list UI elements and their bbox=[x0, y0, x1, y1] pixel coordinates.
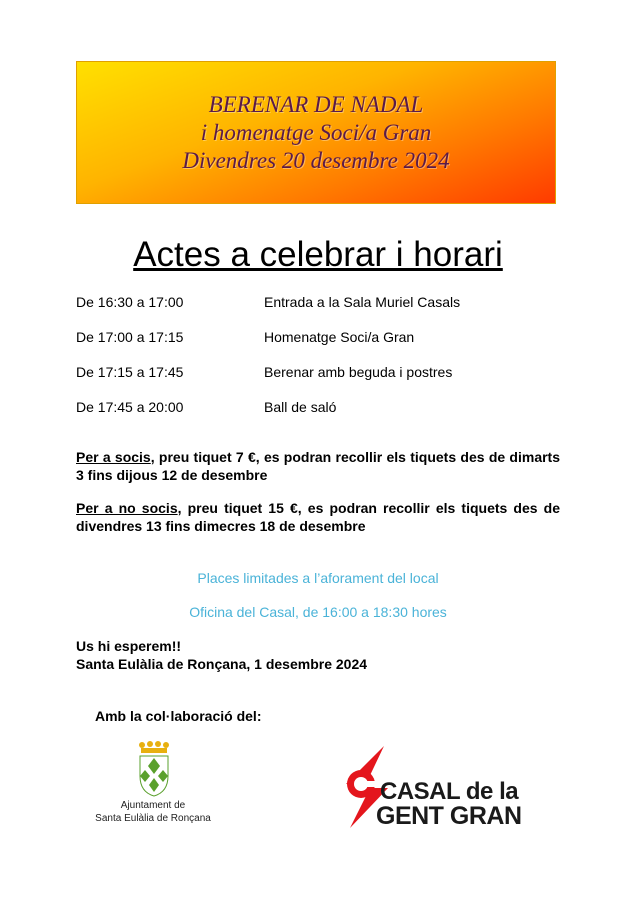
banner-date: Divendres 20 desembre 2024 bbox=[182, 147, 450, 173]
places-note: Places limitades a l’aforament del local bbox=[197, 570, 439, 586]
title-banner bbox=[76, 61, 556, 204]
no-socis-text: , preu tiquet 15 €, es podran recollir els tiquets des de divendres 13 fins dimecres 18 de desembre bbox=[76, 500, 560, 534]
schedule-time: De 17:15 a 17:45 bbox=[76, 364, 184, 380]
banner-title: BERENAR DE NADAL bbox=[208, 91, 424, 117]
banner-subtitle: i homenatge Soci/a Gran bbox=[200, 119, 432, 145]
closing-place-date: Santa Eulàlia de Ronçana, 1 desembre 2024 bbox=[76, 656, 368, 672]
schedule-activity: Entrada a la Sala Muriel Casals bbox=[264, 294, 461, 310]
no-socis-label: Per a no socis bbox=[76, 500, 178, 516]
schedule-time: De 17:00 a 17:15 bbox=[76, 329, 184, 345]
socis-label: Per a socis bbox=[76, 449, 151, 465]
socis-paragraph bbox=[76, 448, 560, 484]
office-hours-note: Oficina del Casal, de 16:00 a 18:30 hores bbox=[189, 604, 447, 620]
schedule-activity: Homenatge Soci/a Gran bbox=[264, 329, 415, 345]
ajuntament-name-line1: Ajuntament de bbox=[120, 800, 186, 811]
crown-icon bbox=[139, 741, 169, 753]
casal-name-line2: GENT GRAN bbox=[376, 802, 522, 830]
schedule-activity: Berenar amb beguda i postres bbox=[264, 364, 453, 380]
closing-greeting: Us hi esperem!! bbox=[76, 638, 182, 654]
collaboration-label: Amb la col·laboració del: bbox=[95, 708, 262, 724]
casal-name-line1: CASAL de la bbox=[380, 778, 519, 805]
schedule-activity: Ball de saló bbox=[264, 399, 337, 415]
ajuntament-shield-icon bbox=[136, 740, 172, 798]
no-socis-paragraph bbox=[76, 499, 560, 535]
socis-text: , preu tiquet 7 €, es podran recollir els tiquets des de dimarts 3 fins dijous 12 de desembre bbox=[76, 449, 561, 483]
schedule-time: De 17:45 a 20:00 bbox=[76, 399, 184, 415]
page-heading: Actes a celebrar i horari bbox=[133, 235, 503, 274]
ajuntament-name-line2: Santa Eulàlia de Ronçana bbox=[95, 813, 211, 824]
schedule-time: De 16:30 a 17:00 bbox=[76, 294, 184, 310]
